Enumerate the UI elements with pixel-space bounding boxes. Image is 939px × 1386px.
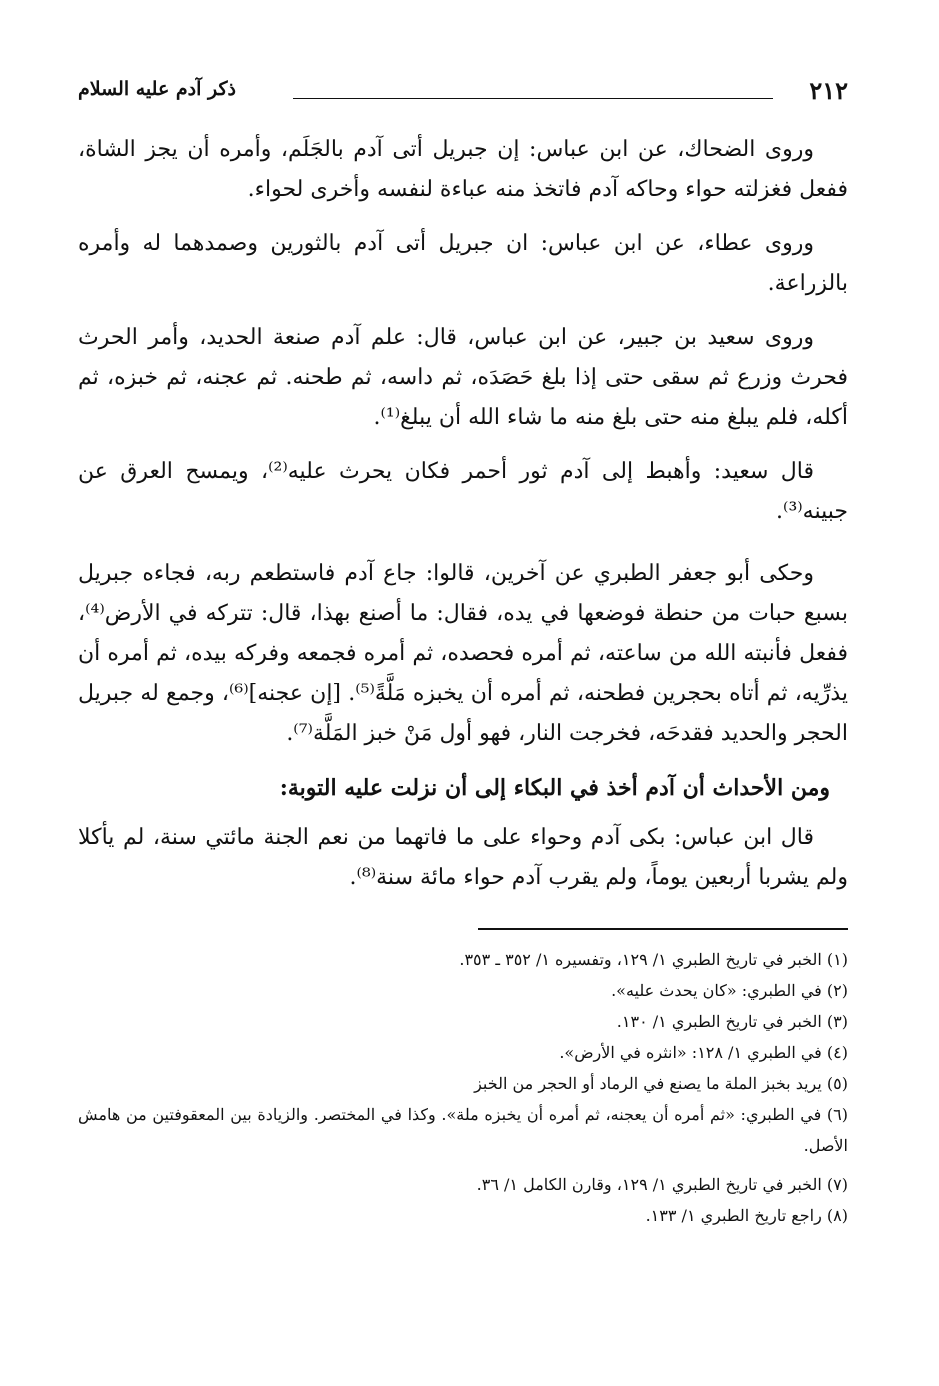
footnote: (٧) الخبر في تاريخ الطبري ١/ ١٢٩، وقارن الكامل ١/ ٣٦. <box>476 1175 848 1194</box>
footnote: (٣) الخبر في تاريخ الطبري ١/ ١٣٠. <box>616 1012 848 1031</box>
footnote: (٦) في الطبري: «ثم أمره أن يعجنه، ثم أمره أن يخبزه ملة». وكذا في المختصر. والزيادة بين المعقوفتين من هامش الأصل. <box>78 1105 848 1155</box>
section-heading: ومن الأحداث أن آدم أخذ في البكاء إلى أن نزلت عليه التوبة: <box>279 775 830 801</box>
footnote: (١) الخبر في تاريخ الطبري ١/ ١٢٩، وتفسيره ١/ ٣٥٢ ـ ٣٥٣. <box>459 950 848 969</box>
running-title: ذكر آدم عليه السلام <box>78 78 237 100</box>
main-text <box>78 130 848 898</box>
paragraph: قال ابن عباس: بكى آدم وحواء على ما فاتهما من نعم الجنة مائتي سنة، لم يأكلا ولم يشربا أربعين يوماً، ولم يقرب آدم حواء مائة سنة⁽⁸⁾. <box>78 825 848 890</box>
footnote: (٥) يريد بخبز الملة ما يصنع في الرماد أو الحجر من الخبز <box>474 1074 848 1093</box>
paragraph: قال سعيد: وأهبط إلى آدم ثور أحمر فكان يحرث عليه⁽²⁾، ويمسح العرق عن جبينه⁽³⁾. <box>78 459 848 524</box>
footnote: (٢) في الطبري: «كان يحدث عليه». <box>611 981 848 1000</box>
page-header <box>78 70 848 110</box>
footnotes <box>78 944 848 1231</box>
footnote: (٨) راجع تاريخ الطبري ١/ ١٣٣. <box>645 1206 848 1225</box>
book-page <box>78 70 848 1300</box>
footnote: (٤) في الطبري ١/ ١٢٨: «انثره في الأرض». <box>559 1043 848 1062</box>
paragraph: وحكى أبو جعفر الطبري عن آخرين، قالوا: جاع آدم فاستطعم ربه، فجاءه جبريل بسبع حبات من حنطة فوضعها في يده، فقال: ما أصنع بهذا، قال: تتركه في الأرض⁽⁴⁾، ففعل فأنبته الله من ساعته، ثم أمره فحصده، ثم أمره فجمعه وفركه بيده، ثم أمره أن يذرِّيه، ثم أتاه بحجرين فطحنه، ثم أمره أن يخبزه مَلَّةً⁽⁵⁾. [إن عجنه]⁽⁶⁾، وجمع له جبريل الحجر والحديد فقدحَه، فخرجت النار، فهو أول مَنْ خبز المَلَّة⁽⁷⁾. <box>78 561 849 746</box>
header-rule <box>293 98 773 99</box>
paragraph: وروى سعيد بن جبير، عن ابن عباس، قال: علم آدم صنعة الحديد، وأمر الحرث فحرث وزرع ثم سقى حتى إذا بلغ حَصَدَه، ثم داسه، ثم طحنه. ثم عجنه، ثم خبزه، ثم أكله، فلم يبلغ منه حتى بلغ منه ما شاء الله أن يبلغ⁽¹⁾. <box>78 325 848 430</box>
paragraph: وروى عطاء، عن ابن عباس: ان جبريل أتى آدم بالثورين وصمدهما له وأمره بالزراعة. <box>78 231 848 296</box>
paragraph: وروى الضحاك، عن ابن عباس: إن جبريل أتى آدم بالجَلَم، وأمره أن يجز الشاة، ففعل فغزلته حواء وحاكه آدم فاتخذ منه عباءة لنفسه وأخرى لحواء. <box>78 137 848 202</box>
footnote-separator <box>478 928 848 930</box>
page-number: ٢١٢ <box>809 76 848 105</box>
